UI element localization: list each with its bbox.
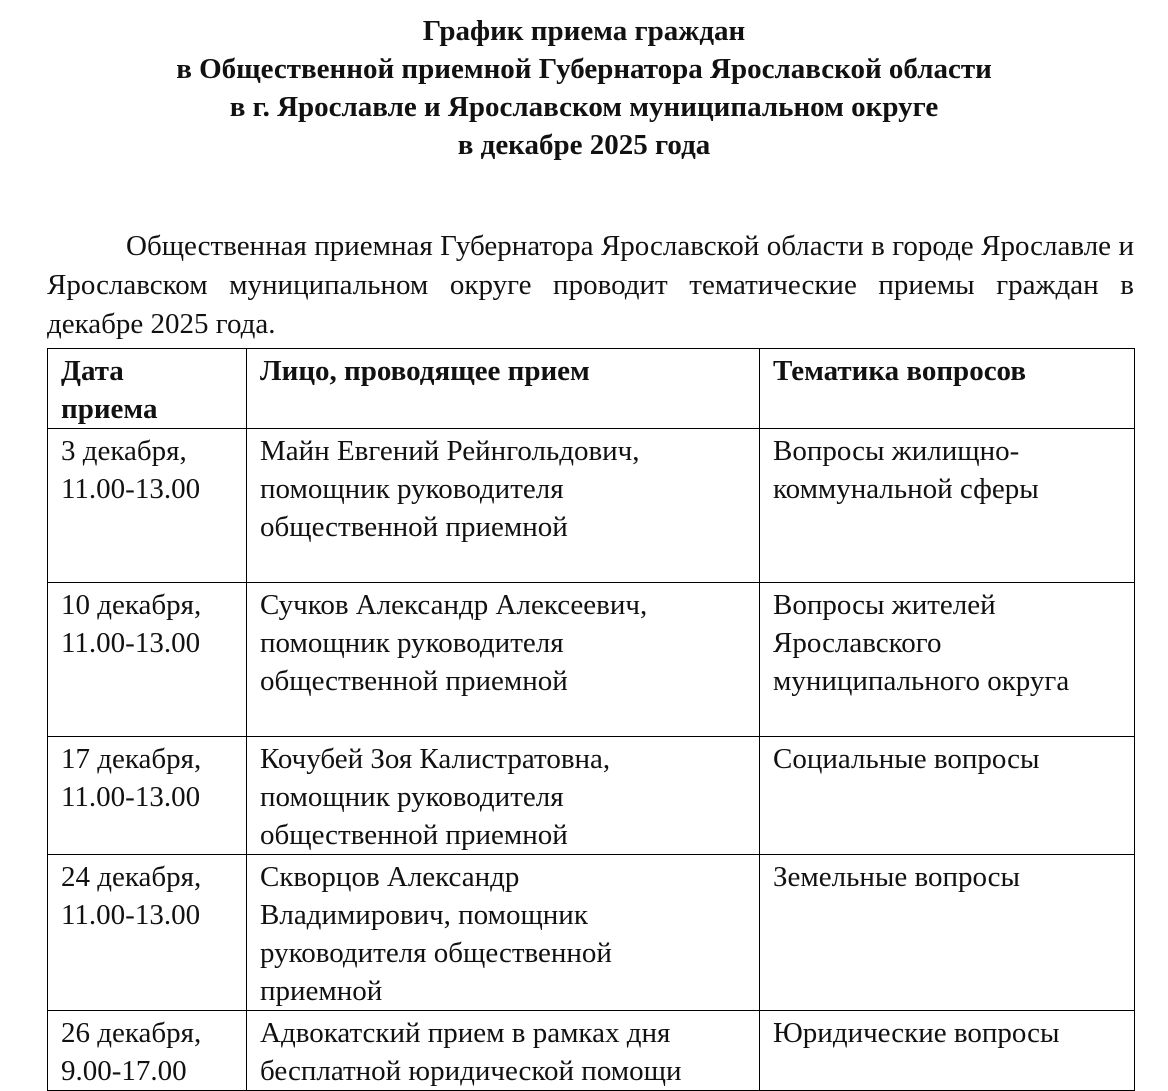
cell-text: приемной <box>260 975 383 1007</box>
cell-text: Ярославского <box>773 627 942 659</box>
cell-text: помощник руководителя <box>260 627 564 659</box>
header-date <box>48 349 247 429</box>
cell-text: Адвокатский прием в рамках дня <box>260 1017 671 1049</box>
cell-text: Сучков Александр Алексеевич, <box>260 589 648 621</box>
cell-text: бесплатной юридической помощи <box>260 1055 682 1087</box>
header-topic: Тематика вопросов <box>760 349 1135 429</box>
cell-text: общественной приемной <box>260 665 568 697</box>
cell-text: 24 декабря, <box>61 861 202 893</box>
cell-text: 11.00-13.00 <box>61 627 201 659</box>
cell-text: Вопросы жителей <box>773 589 996 621</box>
table-row <box>48 855 1135 1011</box>
cell-text: 17 декабря, <box>61 743 202 775</box>
cell-text: 9.00-17.00 <box>61 1055 187 1087</box>
cell-text: 11.00-13.00 <box>61 899 201 931</box>
table-row <box>48 737 1135 855</box>
cell-text: руководителя общественной <box>260 937 612 969</box>
table-header-row <box>48 349 1135 429</box>
header-text: приема <box>61 393 158 425</box>
table-row <box>48 583 1135 737</box>
header-person: Лицо, проводящее прием <box>247 349 760 429</box>
cell-text: Скворцов Александр <box>260 861 520 893</box>
cell-person <box>247 583 760 737</box>
title-line: График приема граждан <box>422 15 746 47</box>
cell-text: 10 декабря, <box>61 589 202 621</box>
cell-text: Юридические вопросы <box>773 1017 1060 1049</box>
cell-topic <box>760 583 1135 737</box>
cell-text: Социальные вопросы <box>773 743 1040 775</box>
cell-text: помощник руководителя <box>260 781 564 813</box>
cell-date <box>48 737 247 855</box>
cell-text: Земельные вопросы <box>773 861 1021 893</box>
cell-person <box>247 855 760 1011</box>
cell-text: муниципального округа <box>773 665 1070 697</box>
schedule-table <box>47 348 1135 1091</box>
cell-text: общественной приемной <box>260 511 568 543</box>
cell-text: 11.00-13.00 <box>61 781 201 813</box>
table-row <box>48 429 1135 583</box>
cell-person <box>247 737 760 855</box>
intro-paragraph: Общественная приемная Губернатора Ярославской области в городе Ярославле и Ярославском муниципальном округе проводит тематические приемы граждан в декабре 2025 года. <box>47 230 1134 340</box>
cell-text: 26 декабря, <box>61 1017 202 1049</box>
cell-text: 11.00-13.00 <box>61 473 201 505</box>
cell-date <box>48 855 247 1011</box>
cell-topic <box>760 737 1135 855</box>
cell-topic <box>760 855 1135 1011</box>
cell-text: коммунальной сферы <box>773 473 1039 505</box>
cell-text: Владимирович, помощник <box>260 899 588 931</box>
cell-topic <box>760 429 1135 583</box>
cell-text: 3 декабря, <box>61 435 187 467</box>
title-line: в г. Ярославле и Ярославском муниципальном округе <box>229 91 939 123</box>
cell-date <box>48 429 247 583</box>
document-title <box>0 12 1168 164</box>
cell-text: Майн Евгений Рейнгольдович, <box>260 435 640 467</box>
cell-text: Кочубей Зоя Калистратовна, <box>260 743 611 775</box>
title-line: в декабре 2025 года <box>457 129 711 161</box>
cell-person <box>247 429 760 583</box>
cell-text: общественной приемной <box>260 819 568 851</box>
title-line: в Общественной приемной Губернатора Ярославской области <box>176 53 992 85</box>
header-text: Дата <box>61 355 124 387</box>
cell-date <box>48 583 247 737</box>
cell-text: помощник руководителя <box>260 473 564 505</box>
cell-text: Вопросы жилищно- <box>773 435 1020 467</box>
